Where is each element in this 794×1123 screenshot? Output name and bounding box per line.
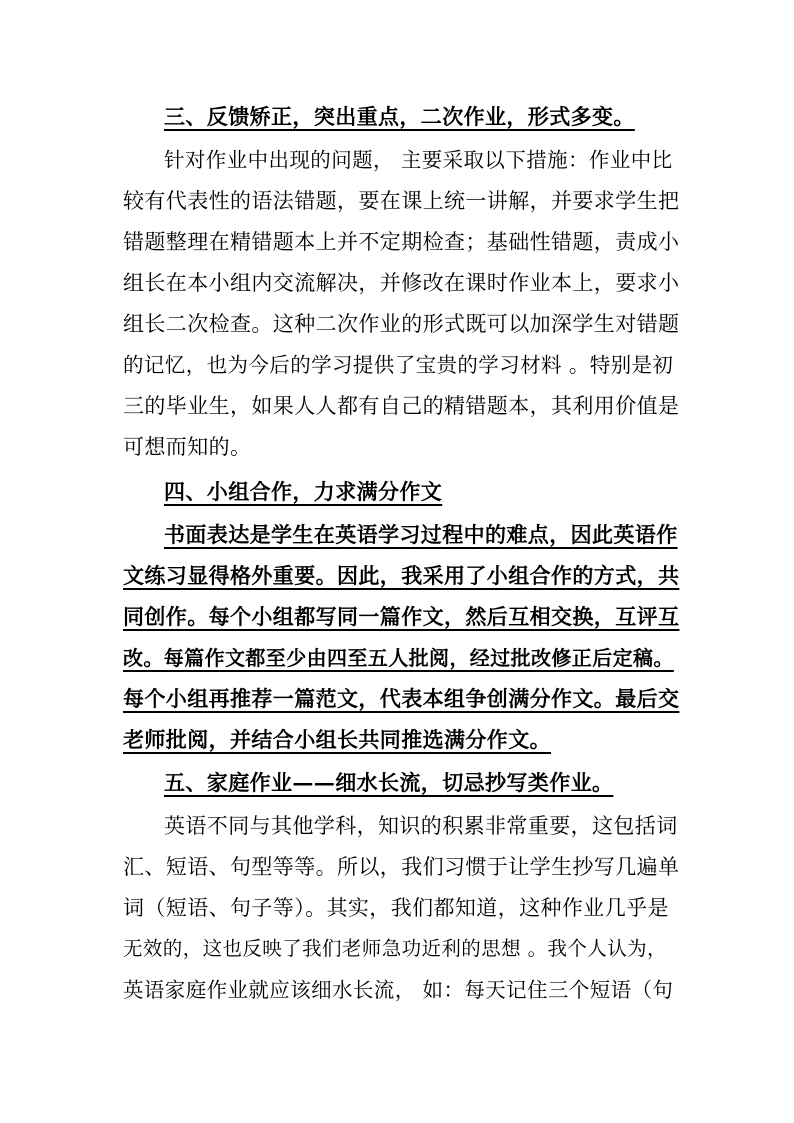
section3-line-2: 较有代表性的语法错题，要在课上统一讲解，并要求学生把 xyxy=(123,189,680,213)
section5-heading: 五、家庭作业——细水长流，切忌抄写类作业。 xyxy=(164,770,614,795)
section5-line-5: 英语家庭作业就应该细水长流， 如：每天记住三个短语（句 xyxy=(123,978,674,1002)
section3-line-6: 的记忆，也为今后的学习提供了宝贵的学习材料 。特别是初 xyxy=(123,353,674,377)
section3-line-8: 可想而知的。 xyxy=(123,435,252,459)
section5-line-4: 无效的，这也反映了我们老师急功近利的思想 。我个人认为， xyxy=(123,937,667,960)
section3-line-7: 三的毕业生，如果人人都有自己的精错题本，其利用价值是 xyxy=(123,394,680,418)
section4-line-4: 改。每篇作文都至少由四至五人批阅，经过批改修正后定稿。 xyxy=(123,646,674,670)
section4-line-2: 文练习显得格外重要。因此，我采用了小组合作的方式，共 xyxy=(123,563,680,588)
section5-line-2: 汇、短语、句型等等。所以，我们习惯于让学生抄写几遍单 xyxy=(123,855,680,879)
section3-line-1: 针对作业中出现的问题， 主要采取以下措施：作业中比 xyxy=(164,148,673,172)
section3-line-4: 组长在本小组内交流解决，并修改在课时作业本上，要求小 xyxy=(123,271,680,295)
section4-heading: 四、小组合作，力求满分作文 xyxy=(164,479,443,504)
section3-line-3: 错题整理在精错题本上并不定期检查；基础性错题，责成小 xyxy=(123,230,680,254)
section4-line-6: 老师批阅，并结合小组长共同推选满分作文。 xyxy=(123,727,551,752)
section3-heading: 三、反馈矫正，突出重点，二次作业，形式多变。 xyxy=(164,104,635,129)
section5-line-3: 词（短语、句子等）。其实，我们都知道，这种作业几乎是 xyxy=(123,896,669,920)
section3-line-5: 组长二次检查。这种二次作业的形式既可以加深学生对错题 xyxy=(123,312,680,336)
section5-line-1: 英语不同与其他学科，知识的积累非常重要，这包括词 xyxy=(164,814,678,838)
section4-line-3: 同创作。每个小组都写同一篇作文，然后互相交换，互评互 xyxy=(123,604,680,629)
section4-line-1: 书面表达是学生在英语学习过程中的难点，因此英语作 xyxy=(164,522,678,547)
section4-line-5: 每个小组再推荐一篇范文，代表本组争创满分作文。最后交 xyxy=(123,686,680,711)
